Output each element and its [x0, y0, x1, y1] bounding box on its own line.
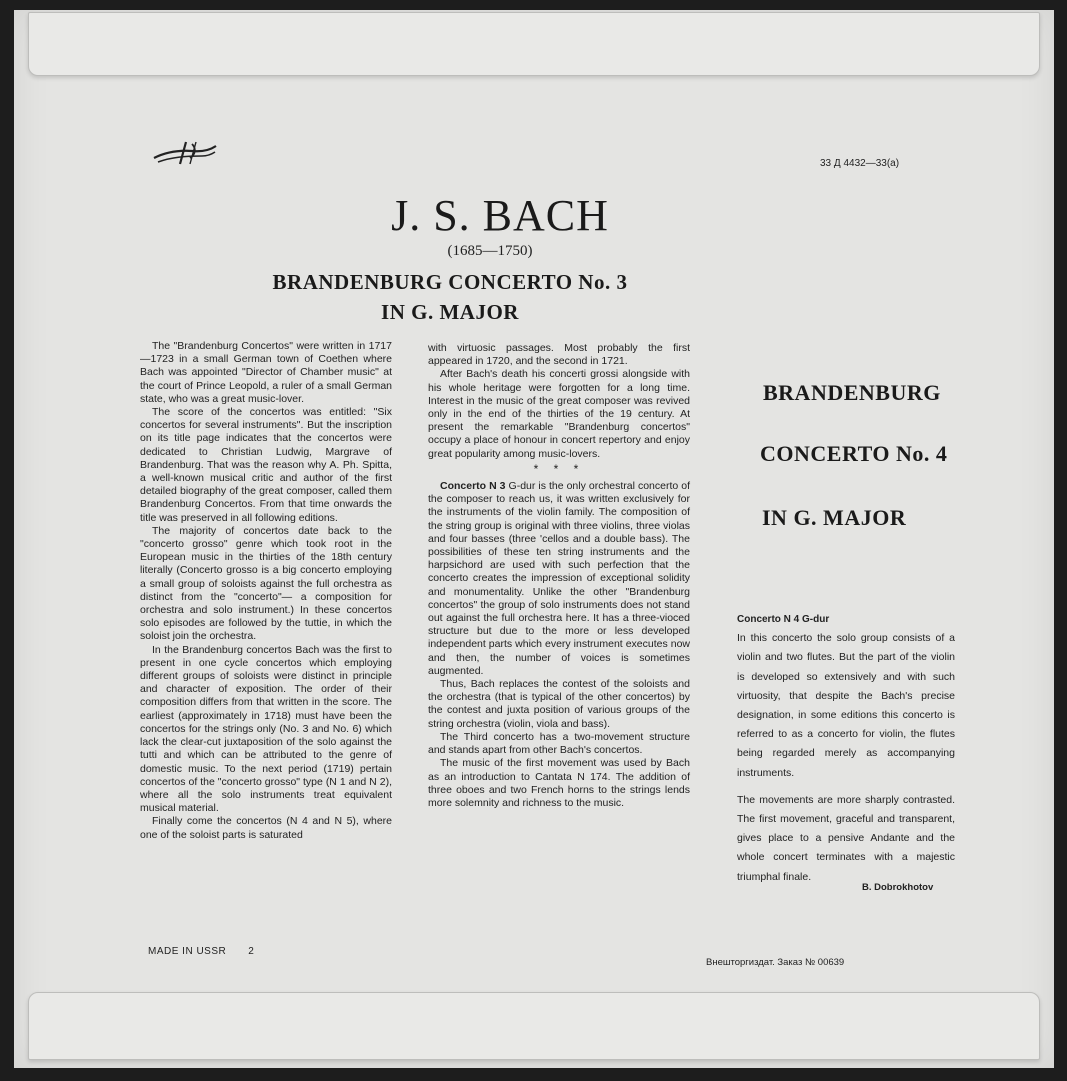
paragraph: The majority of concertos date back to the "concerto grosso" genre which took root in the European music in the thirties of the 18th century literally (Concerto grosso is a big concerto employing a small group of soloists against the full orchestra as distinct from the "concerto"— a composition for orchestra and solo instrument.) In these concertos solo episodes are followed by the tuttie, in which the soloist join the orchestra. — [140, 524, 392, 643]
side-title-line3: IN G. MAJOR — [762, 505, 907, 530]
paragraph: The "Brandenburg Concertos" were written in 1717—1723 in a small German town of Coethen where Bach was appointed "Director of Chamber music" at the court of Prince Leopold, a ruler of a small German state, who was a great music-lover. — [140, 340, 392, 405]
side-title-line1: BRANDENBURG — [763, 380, 941, 405]
side-title-line2: CONCERTO No. 4 — [760, 441, 948, 466]
paragraph: with virtuosic passages. Most probably the first appeared in 1720, and the second in 1721. — [428, 342, 690, 368]
made-in-label: MADE IN USSR — [148, 946, 227, 957]
concerto4-heading: Concerto N 4 G-dur — [737, 614, 830, 625]
section-divider-stars: * * * — [533, 461, 585, 476]
composer-title: J. S. BACH — [391, 191, 609, 240]
main-subtitle-line1: BRANDENBURG CONCERTO No. 3 — [272, 270, 628, 294]
liner-notes-column-2 — [428, 342, 690, 810]
melodiya-logo-icon — [152, 138, 218, 168]
page-number: 2 — [248, 946, 255, 957]
sleeve-top-flap — [28, 12, 1040, 76]
paragraph: The music of the first movement was used by Bach as an introduction to Cantata N 174. The addition of three oboes and two French horns to the strings lends more solemnity and richness to the music. — [428, 757, 690, 809]
concerto3-text: G-dur is the only orchestral concerto of the composer to reach us, it was written exclusively for the instruments of the violin family. The composition of the string group is original with three violins, three violas and four basses (three 'cellos and a double bass). The possibilities of these ten string instruments and the harpsichord are used with such perfection that the concerto creates the impression of exceptional solidity and monumentality. Unlike the other "Brandenburg concertos" the group of solo instruments does not stand out against the full orchestra here. It has a three-vioced structure but due to the more or less developed independent parts which every instrument executes now and then, the number of voices is sometimes augmented. — [428, 480, 691, 677]
composer-years: (1685—1750) — [447, 243, 533, 259]
order-info: Внешторгиздат. Заказ № 00639 — [706, 957, 845, 968]
sleeve-bottom-flap — [28, 992, 1040, 1060]
concerto3-lead: Concerto N 3 — [440, 480, 506, 493]
catalog-number: 33 Д 4432—33(а) — [820, 158, 900, 169]
paragraph: In this concerto the solo group consists of a violin and two flutes. But the part of the violin is developed so extensively and with such virtuosity, that despite the Bach's precise designation, in some editions this concerto is referred to as a concerto for violin, the flutes being regarded merely as accompanying instruments. — [737, 632, 955, 779]
paragraph — [428, 480, 690, 678]
paragraph: In the Brandenburg concertos Bach was the first to present in one cycle concertos which employing different groups of soloists were distinct in principle and character of exposition. The order of their composition differs from that written in the score. The earliest (approximately in 1718) must have been the concertos for the strings only (No. 3 and No. 6) which lack the clear-cut juxtaposition of the solo against the tutti and which can be attributed to the genre of domestic music. To the next period (1719) pertain concertos of the "concerto grosso" type (N 1 and N 2), where all the solo instruments treat equivalent musical material. — [140, 643, 392, 815]
liner-notes-column-3 — [737, 610, 955, 887]
paragraph: Finally come the concertos (N 4 and N 5), where one of the soloist parts is saturated — [140, 815, 392, 841]
paragraph: The score of the concertos was entitled: "Six concertos for several instruments". But the inscription on its title page indicates that the concertos were dedicated to Christian Ludwig, Margrave of Brandenburg. That was the reason why A. Ph. Spitta, a well-known musical critic and author of the first detailed biography of the great composer, called them Brandenburg Concertos. From that time onwards the title was preserved in all following editions. — [140, 406, 392, 524]
made-in-footer — [148, 946, 254, 957]
main-subtitle-line2: IN G. MAJOR — [381, 300, 519, 324]
paragraph: The Third concerto has a two-movement structure and stands apart from other Bach's concertos. — [428, 730, 690, 757]
author-credit: B. Dobrokhotov — [862, 882, 934, 893]
paragraph: After Bach's death his concerti grossi alongside with his whole heritage were forgotten for a long time. Interest in the music of the great composer was revived only in the end of the thirties of the 19 century. At present the remarkable "Brandenburg concertos" occupy a place of honour in concert repertory and enjoy great popularity among music-lovers. — [428, 368, 690, 460]
paragraph: The movements are more sharply contrasted. The first movement, graceful and transparent, gives place to a pensive Andante and the whole concert terminates with a majestic triumphal finale. — [737, 793, 955, 883]
paragraph: Thus, Bach replaces the contest of the soloists and the orchestra (that is typical of the other concertos) by the contest and juxta position of various groups of the string orchestra (violin, viola and bass). — [428, 678, 690, 730]
liner-notes-column-1 — [140, 340, 392, 842]
